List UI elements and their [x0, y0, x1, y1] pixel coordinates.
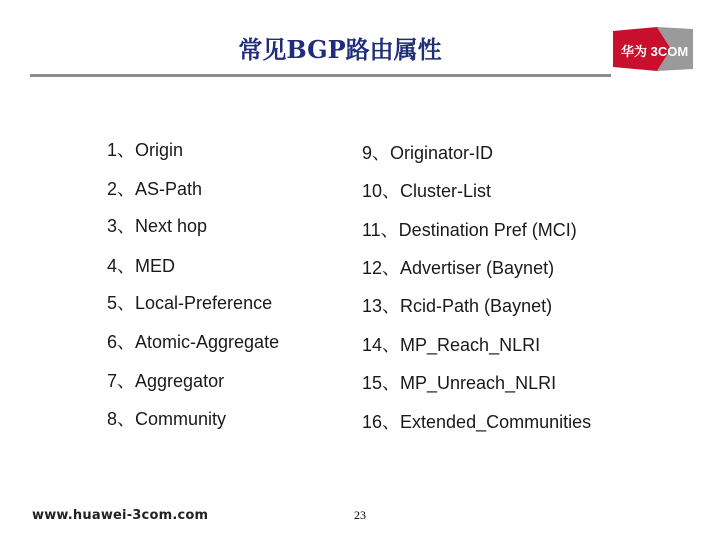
list-item: 10、Cluster-List [362, 181, 492, 201]
list-item: 3、Next hop [107, 216, 208, 236]
list-item: 8、Community [107, 409, 227, 429]
list-item: 2、AS-Path [107, 179, 203, 199]
list-item: 6、Atomic-Aggregate [107, 332, 280, 352]
title-divider [30, 74, 611, 77]
footer-url: www.huawei-3com.com [32, 508, 209, 523]
list-item: 1、Origin [107, 140, 184, 160]
page-number: 23 [354, 508, 366, 522]
list-item: 11、Destination Pref (MCI) [362, 220, 577, 240]
slide-title: 常见BGP路由属性 [238, 35, 442, 64]
list-item: 14、MP_Reach_NLRI [362, 335, 541, 355]
list-item: 13、Rcid-Path (Baynet) [362, 296, 553, 316]
list-item: 9、Originator-ID [362, 143, 494, 163]
logo-text: 华为 3COM [621, 44, 689, 59]
list-item: 5、Local-Preference [107, 293, 273, 313]
list-item: 12、Advertiser (Baynet) [362, 258, 555, 278]
list-item: 15、MP_Unreach_NLRI [362, 373, 557, 393]
list-item: 7、Aggregator [107, 371, 225, 391]
huawei-3com-logo [613, 27, 693, 71]
list-item: 4、MED [107, 256, 176, 276]
list-item: 16、Extended_Communities [362, 412, 592, 432]
